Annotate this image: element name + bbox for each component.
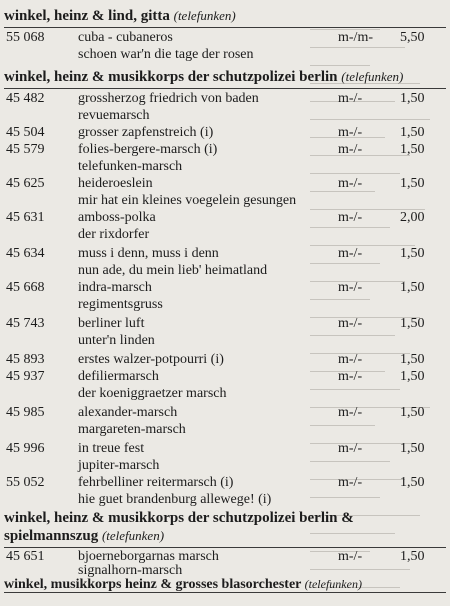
track-title: erstes walzer-potpourri (i) (78, 352, 224, 367)
bleed-through-line (310, 449, 450, 464)
bleed-through-line (310, 233, 450, 248)
catalog-number: 45 937 (6, 369, 45, 384)
price: 1,50 (400, 91, 425, 106)
condition-grade: m-/- (338, 280, 363, 295)
track-title: regimentsgruss (78, 297, 163, 312)
catalog-number: 45 743 (6, 316, 45, 331)
bleed-through-line (310, 431, 450, 446)
track-title: cuba - cubaneros (78, 30, 173, 45)
price: 5,50 (400, 30, 425, 45)
price: 1,50 (400, 405, 425, 420)
condition-grade: m-/- (338, 316, 363, 331)
catalog-number: 45 634 (6, 246, 45, 261)
condition-grade: m-/- (338, 369, 363, 384)
bleed-through-line (310, 161, 450, 176)
bleed-through-line (310, 89, 450, 104)
condition-grade: m-/- (338, 441, 363, 456)
condition-grade: m-/- (338, 475, 363, 490)
price: 1,50 (400, 125, 425, 140)
bleed-through-line (310, 251, 450, 266)
price: 1,50 (400, 369, 425, 384)
bleed-through-line (310, 197, 450, 212)
artist-name: winkel, heinz & lind, gitta (4, 8, 170, 24)
bleed-through-line (310, 557, 450, 572)
condition-grade: m-/- (338, 91, 363, 106)
condition-grade: m-/- (338, 549, 363, 564)
bleed-through-line (310, 341, 450, 356)
track-title: nun ade, du mein lieb' heimatland (78, 263, 268, 278)
catalog-number: 45 625 (6, 176, 45, 191)
record-label: (telefunken) (341, 69, 404, 84)
price: 1,50 (400, 475, 425, 490)
price: 1,50 (400, 316, 425, 331)
bleed-through-line (310, 215, 450, 230)
track-title: indra-marsch (78, 280, 152, 295)
section-header (4, 6, 236, 25)
bleed-through-line (310, 179, 450, 194)
track-title: revuemarsch (78, 108, 150, 123)
bleed-through-line (310, 53, 450, 68)
bleed-through-line (310, 143, 450, 158)
track-title: hie guet brandenburg allewege! (i) (78, 492, 272, 507)
condition-grade: m-/- (338, 125, 363, 140)
bleed-through-line (310, 125, 450, 140)
record-label: (telefunken) (173, 8, 236, 23)
catalog-number: 55 068 (6, 30, 45, 45)
track-title: grossherzog friedrich von baden (78, 91, 259, 106)
bleed-through-line (310, 35, 450, 50)
bleed-through-line (310, 377, 450, 392)
track-title: heideroeslein (78, 176, 153, 191)
price: 1,50 (400, 142, 425, 157)
artist-name: winkel, musikkorps heinz & grosses blasorchester (4, 577, 302, 592)
track-title: muss i denn, muss i denn (78, 246, 219, 261)
price: 1,50 (400, 176, 425, 191)
condition-grade: m-/m- (338, 30, 373, 45)
catalog-number: 45 893 (6, 352, 45, 367)
track-title: grosser zapfenstreich (i) (78, 125, 214, 140)
catalog-number: 45 504 (6, 125, 45, 140)
artist-name: winkel, heinz & musikkorps der schutzpolizei berlin (4, 69, 338, 85)
divider (4, 88, 446, 89)
catalog-number: 45 668 (6, 280, 45, 295)
divider (4, 547, 446, 548)
bleed-through-line (310, 485, 450, 500)
track-title: telefunken-marsch (78, 159, 183, 174)
bleed-through-line (310, 467, 450, 482)
section-header (4, 67, 403, 86)
track-title: amboss-polka (78, 210, 156, 225)
catalog-number: 45 985 (6, 405, 45, 420)
catalog-number: 45 579 (6, 142, 45, 157)
track-title: berliner luft (78, 316, 145, 331)
price: 1,50 (400, 352, 425, 367)
price: 1,50 (400, 280, 425, 295)
track-title: mir hat ein kleines voegelein gesungen (78, 193, 297, 208)
price: 1,50 (400, 549, 425, 564)
condition-grade: m-/- (338, 352, 363, 367)
catalog-number: 45 996 (6, 441, 45, 456)
bleed-through-line (310, 395, 450, 410)
track-title: margareten-marsch (78, 422, 186, 437)
track-title: signalhorn-marsch (78, 563, 183, 578)
divider (4, 27, 446, 28)
track-title: schoen war'n die tage der rosen (78, 47, 254, 62)
price: 2,00 (400, 210, 425, 225)
track-title: der rixdorfer (78, 227, 150, 242)
track-title: unter'n linden (78, 333, 155, 348)
condition-grade: m-/- (338, 246, 363, 261)
track-title: defiliermarsch (78, 369, 159, 384)
catalog-number: 45 482 (6, 91, 45, 106)
price: 1,50 (400, 246, 425, 261)
catalog-number: 45 631 (6, 210, 45, 225)
bleed-through-line (310, 305, 450, 320)
condition-grade: m-/- (338, 210, 363, 225)
track-title: fehrbelliner reitermarsch (i) (78, 475, 234, 490)
bleed-through-line (310, 107, 450, 122)
divider (4, 592, 446, 593)
record-label: (telefunken) (304, 577, 362, 591)
section-header (4, 510, 354, 544)
bleed-through-line (310, 323, 450, 338)
track-title: folies-bergere-marsch (i) (78, 142, 218, 157)
catalog-number: 45 651 (6, 549, 45, 564)
catalog-number: 55 052 (6, 475, 45, 490)
bleed-through-line (310, 413, 450, 428)
price: 1,50 (400, 441, 425, 456)
bleed-through-line (310, 287, 450, 302)
bleed-through-line (310, 269, 450, 284)
record-label: (telefunken) (101, 528, 165, 543)
condition-grade: m-/- (338, 176, 363, 191)
track-title: in treue fest (78, 441, 145, 456)
condition-grade: m-/- (338, 142, 363, 157)
track-title: jupiter-marsch (78, 458, 160, 473)
track-title: bjoerneborgarnas marsch (78, 549, 219, 564)
bleed-through-line (310, 17, 450, 32)
bleed-through-text (300, 14, 450, 594)
track-title: alexander-marsch (78, 405, 178, 420)
artist-name: winkel, heinz & musikkorps der schutzpolizei berlin & (4, 510, 354, 526)
track-title: der koeniggraetzer marsch (78, 386, 227, 401)
section-header (4, 577, 362, 592)
bleed-through-line (310, 359, 450, 374)
artist-name-continued: spielmannszug (4, 528, 99, 544)
condition-grade: m-/- (338, 405, 363, 420)
